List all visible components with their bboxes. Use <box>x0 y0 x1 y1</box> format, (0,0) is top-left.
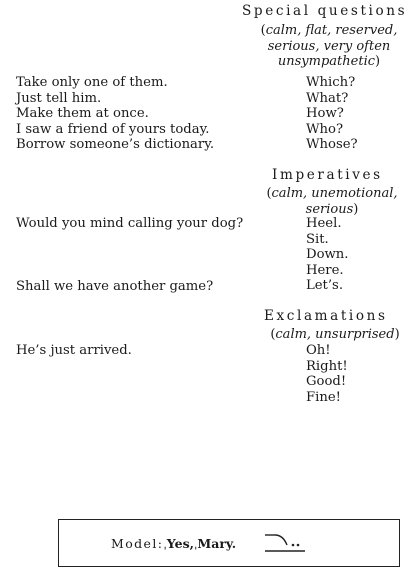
model-word: Mary. <box>197 536 237 551</box>
response: How? <box>306 106 344 121</box>
statement: He’s just arrived. <box>16 343 132 358</box>
response: What? <box>306 90 349 106</box>
response: Right! <box>306 358 348 374</box>
statement: Make them at once. <box>16 106 149 121</box>
response: Heel. <box>306 216 342 231</box>
statement: Take only one of them. <box>16 75 168 90</box>
statement: I saw a friend of yours today. <box>16 121 210 137</box>
intonation-pattern-icon <box>263 532 309 554</box>
note-exclamations: (calm, unsurprised) <box>270 327 400 342</box>
stress-mark: ˌ <box>193 536 198 551</box>
responses-exclamations <box>306 343 348 405</box>
note-special-questions: (calm, flat, reserved, serious, very often unsympathetic) <box>260 23 398 69</box>
response: Let’s. <box>306 278 344 293</box>
response: Fine! <box>306 389 341 405</box>
response: Who? <box>306 121 344 137</box>
model-word: Yes, <box>166 536 194 551</box>
statement: Would you mind calling your dog? <box>16 216 244 231</box>
responses-special-questions <box>306 75 358 153</box>
response: Here. <box>306 262 344 278</box>
response: Good! <box>306 374 347 389</box>
statement: Borrow someone’s dictionary. <box>16 137 215 152</box>
section-heading-special-questions: Special questions <box>242 3 408 19</box>
section-heading-exclamations: Exclamations <box>264 308 388 324</box>
statements-special-questions <box>16 75 214 153</box>
note-imperatives: (calm, unemotional, serious) <box>266 186 398 217</box>
statement: Shall we have another game? <box>16 279 214 294</box>
response: Oh! <box>306 343 331 358</box>
model-example <box>111 536 236 552</box>
response: Whose? <box>306 137 358 152</box>
response: Down. <box>306 247 349 262</box>
statement: Just tell him. <box>16 90 102 106</box>
stress-mark: ˌ <box>163 536 167 551</box>
response: Which? <box>306 75 356 90</box>
model-label: Model: <box>111 536 164 551</box>
response: Sit. <box>306 231 329 247</box>
section-heading-imperatives: Imperatives <box>272 167 383 183</box>
responses-imperatives <box>306 216 349 294</box>
model-box <box>58 519 400 567</box>
